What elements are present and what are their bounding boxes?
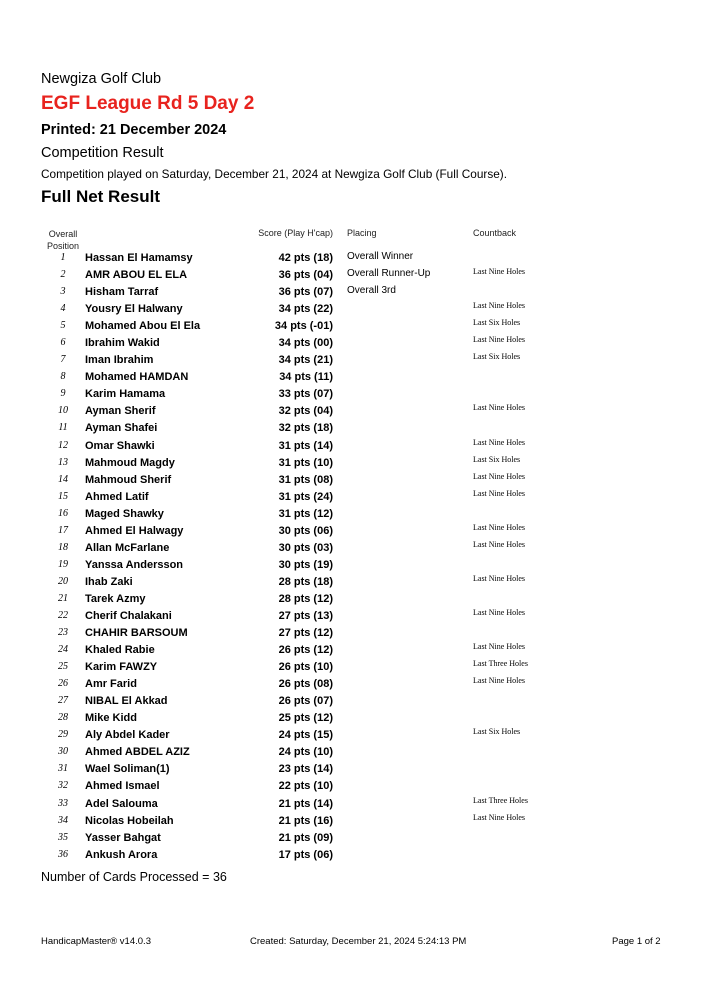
player-score: 26 pts (12) xyxy=(278,644,333,657)
player-score: 32 pts (18) xyxy=(278,422,333,435)
column-header-score: Score (Play H'cap) xyxy=(258,228,333,238)
player-name: Ayman Shafei xyxy=(85,422,158,435)
results-table xyxy=(0,250,707,864)
player-name: Iman Ibrahim xyxy=(85,354,154,367)
player-name: Ahmed ABDEL AZIZ xyxy=(85,746,190,759)
player-score: 42 pts (18) xyxy=(278,252,333,264)
table-row xyxy=(0,506,707,523)
row-position: 22 xyxy=(58,609,68,621)
row-position: 5 xyxy=(60,320,66,332)
player-score: 32 pts (04) xyxy=(278,405,333,418)
section-title: Full Net Result xyxy=(41,187,161,206)
player-score: 33 pts (07) xyxy=(278,388,333,401)
row-position: 17 xyxy=(58,524,68,536)
player-score: 31 pts (24) xyxy=(278,490,333,503)
row-position: 7 xyxy=(60,354,66,366)
competition-result-label: Competition Result xyxy=(41,145,164,161)
row-countback: Last Nine Holes xyxy=(473,267,525,277)
table-row xyxy=(0,301,707,318)
player-name: Tarek Azmy xyxy=(85,592,146,605)
table-row xyxy=(0,284,707,301)
row-position: 9 xyxy=(60,388,66,400)
row-countback: Last Nine Holes xyxy=(473,471,525,481)
row-position: 2 xyxy=(60,269,66,281)
row-countback: Last Six Holes xyxy=(473,454,521,464)
player-score: 24 pts (15) xyxy=(278,729,333,742)
player-score: 21 pts (09) xyxy=(278,831,333,844)
table-row xyxy=(0,574,707,591)
row-position: 32 xyxy=(58,780,68,792)
row-position: 12 xyxy=(58,439,68,451)
row-position: 20 xyxy=(58,575,68,587)
player-score: 36 pts (04) xyxy=(278,269,333,282)
player-score: 34 pts (-01) xyxy=(274,320,333,333)
row-countback: Last Three Holes xyxy=(473,795,528,805)
player-name: NIBAL El Akkad xyxy=(85,695,168,708)
table-row xyxy=(0,813,707,830)
table-row xyxy=(0,727,707,744)
player-name: Omar Shawki xyxy=(85,439,155,452)
player-score: 34 pts (22) xyxy=(278,303,333,316)
row-position: 6 xyxy=(60,337,66,349)
row-position: 11 xyxy=(58,422,68,434)
player-name: Mohamed Abou El Ela xyxy=(85,320,201,333)
player-score: 36 pts (07) xyxy=(278,286,333,299)
row-countback: Last Nine Holes xyxy=(473,335,525,345)
table-row xyxy=(0,403,707,420)
player-score: 31 pts (08) xyxy=(278,473,333,486)
row-position: 29 xyxy=(58,729,68,741)
table-row xyxy=(0,386,707,403)
table-row xyxy=(0,455,707,472)
row-position: 18 xyxy=(58,541,68,553)
player-score: 27 pts (12) xyxy=(278,627,333,640)
row-countback: Last Nine Holes xyxy=(473,301,525,311)
table-row xyxy=(0,676,707,693)
row-countback: Last Nine Holes xyxy=(473,522,525,532)
row-countback: Last Nine Holes xyxy=(473,812,525,822)
player-name: Adel Salouma xyxy=(85,797,158,810)
player-score: 34 pts (21) xyxy=(278,354,333,367)
player-name: Ayman Sherif xyxy=(85,405,156,418)
table-row xyxy=(0,642,707,659)
table-row xyxy=(0,608,707,625)
row-position: 15 xyxy=(58,490,68,502)
player-score: 31 pts (10) xyxy=(278,456,333,469)
footer-created-timestamp: Created: Saturday, December 21, 2024 5:24:13 PM xyxy=(250,936,467,947)
row-position: 36 xyxy=(58,848,68,860)
row-position: 27 xyxy=(58,695,68,707)
table-row xyxy=(0,267,707,284)
row-position: 25 xyxy=(58,661,68,673)
column-header-overall-position: Overall Position xyxy=(46,229,80,251)
row-position: 34 xyxy=(58,814,68,826)
player-name: Ahmed Ismael xyxy=(85,780,160,793)
row-position: 8 xyxy=(60,371,66,383)
player-score: 30 pts (06) xyxy=(278,524,333,537)
player-score: 27 pts (13) xyxy=(278,609,333,622)
table-row xyxy=(0,472,707,489)
row-position: 13 xyxy=(58,456,68,468)
player-name: Karim FAWZY xyxy=(85,661,158,674)
row-countback: Last Nine Holes xyxy=(473,573,525,583)
footer-page-number: Page 1 of 2 xyxy=(612,936,661,947)
player-score: 24 pts (10) xyxy=(278,746,333,759)
row-countback: Last Nine Holes xyxy=(473,676,525,686)
player-score: 26 pts (07) xyxy=(278,695,333,708)
table-row xyxy=(0,796,707,813)
row-position: 21 xyxy=(58,592,68,604)
player-score: 30 pts (19) xyxy=(278,558,333,571)
player-name: Cherif Chalakani xyxy=(85,609,172,622)
player-name: Ankush Arora xyxy=(85,848,158,861)
player-score: 31 pts (12) xyxy=(278,507,333,520)
table-row xyxy=(0,778,707,795)
row-position: 31 xyxy=(58,763,68,775)
player-score: 21 pts (16) xyxy=(278,814,333,827)
player-name: Aly Abdel Kader xyxy=(85,729,170,742)
row-position: 1 xyxy=(60,252,66,263)
player-name: Yasser Bahgat xyxy=(85,831,161,844)
player-name: Yanssa Andersson xyxy=(85,558,184,571)
player-score: 26 pts (08) xyxy=(278,678,333,691)
row-placing: Overall Runner-Up xyxy=(347,268,431,280)
player-name: Maged Shawky xyxy=(85,507,164,520)
row-countback: Last Six Holes xyxy=(473,727,521,737)
table-row xyxy=(0,659,707,676)
player-name: AMR ABOU EL ELA xyxy=(85,269,188,282)
row-position: 3 xyxy=(60,286,66,298)
row-position: 19 xyxy=(58,558,68,570)
player-score: 28 pts (12) xyxy=(278,592,333,605)
table-row xyxy=(0,489,707,506)
player-name: Mohamed HAMDAN xyxy=(85,371,189,384)
player-score: 22 pts (10) xyxy=(278,780,333,793)
competition-description: Competition played on Saturday, December 21, 2024 at Newgiza Golf Club (Full Course). xyxy=(41,167,507,181)
table-row xyxy=(0,438,707,455)
player-score: 17 pts (06) xyxy=(278,848,333,861)
table-row xyxy=(0,523,707,540)
player-name: Yousry El Halwany xyxy=(85,303,183,316)
row-position: 23 xyxy=(58,627,68,639)
row-position: 33 xyxy=(58,797,68,809)
player-name: Ihab Zaki xyxy=(85,575,133,588)
player-name: Hassan El Hamamsy xyxy=(85,252,193,264)
player-name: Allan McFarlane xyxy=(85,541,170,554)
player-score: 34 pts (00) xyxy=(278,337,333,350)
player-score: 31 pts (14) xyxy=(278,439,333,452)
row-countback: Last Nine Holes xyxy=(473,539,525,549)
player-name: Ahmed El Halwagy xyxy=(85,524,184,537)
table-row xyxy=(0,369,707,386)
table-row xyxy=(0,540,707,557)
table-row xyxy=(0,335,707,352)
table-row xyxy=(0,557,707,574)
table-row xyxy=(0,352,707,369)
column-header-countback: Countback xyxy=(473,228,517,238)
competition-title: EGF League Rd 5 Day 2 xyxy=(41,93,255,114)
player-name: Amr Farid xyxy=(85,678,137,691)
player-name: Mike Kidd xyxy=(85,712,137,725)
table-row xyxy=(0,420,707,437)
player-name: Hisham Tarraf xyxy=(85,286,159,299)
player-score: 26 pts (10) xyxy=(278,661,333,674)
row-position: 24 xyxy=(58,644,68,656)
table-row xyxy=(0,591,707,608)
row-countback: Last Nine Holes xyxy=(473,488,525,498)
player-score: 23 pts (14) xyxy=(278,763,333,776)
player-name: Khaled Rabie xyxy=(85,644,155,657)
table-row xyxy=(0,830,707,847)
table-row xyxy=(0,318,707,335)
player-score: 30 pts (03) xyxy=(278,541,333,554)
row-position: 26 xyxy=(58,678,68,690)
row-placing: Overall Winner xyxy=(347,251,414,262)
player-name: Wael Soliman(1) xyxy=(85,763,170,776)
row-position: 16 xyxy=(58,507,68,519)
row-countback: Last Nine Holes xyxy=(473,403,525,413)
player-score: 21 pts (14) xyxy=(278,797,333,810)
player-name: Nicolas Hobeilah xyxy=(85,814,174,827)
table-row xyxy=(0,710,707,727)
row-position: 28 xyxy=(58,712,68,724)
cards-processed-summary: Number of Cards Processed = 36 xyxy=(41,870,227,884)
row-position: 4 xyxy=(60,303,66,315)
player-name: Mahmoud Magdy xyxy=(85,456,175,469)
player-name: Karim Hamama xyxy=(85,388,166,401)
row-position: 30 xyxy=(58,746,68,758)
table-row xyxy=(0,761,707,778)
row-position: 14 xyxy=(58,473,68,485)
table-row xyxy=(0,847,707,864)
row-countback: Last Nine Holes xyxy=(473,607,525,617)
table-row xyxy=(0,250,707,267)
player-score: 34 pts (11) xyxy=(279,371,333,384)
row-position: 10 xyxy=(58,405,68,417)
player-score: 25 pts (12) xyxy=(278,712,333,725)
table-row xyxy=(0,625,707,642)
row-countback: Last Nine Holes xyxy=(473,437,525,447)
row-countback: Last Six Holes xyxy=(473,352,521,362)
club-name: Newgiza Golf Club xyxy=(41,71,162,87)
player-name: Mahmoud Sherif xyxy=(85,473,172,486)
player-name: Ibrahim Wakid xyxy=(85,337,160,350)
row-countback: Last Six Holes xyxy=(473,318,521,328)
printed-date: Printed: 21 December 2024 xyxy=(41,122,227,138)
table-row xyxy=(0,693,707,710)
player-score: 28 pts (18) xyxy=(278,575,333,588)
row-placing: Overall 3rd xyxy=(347,285,396,297)
table-row xyxy=(0,744,707,761)
row-countback: Last Nine Holes xyxy=(473,642,525,652)
player-name: Ahmed Latif xyxy=(85,490,149,503)
row-countback: Last Three Holes xyxy=(473,659,528,669)
player-name: CHAHIR BARSOUM xyxy=(85,627,188,640)
footer-app-version: HandicapMaster® v14.0.3 xyxy=(41,936,151,947)
row-position: 35 xyxy=(58,831,68,843)
column-header-placing: Placing xyxy=(347,228,377,238)
